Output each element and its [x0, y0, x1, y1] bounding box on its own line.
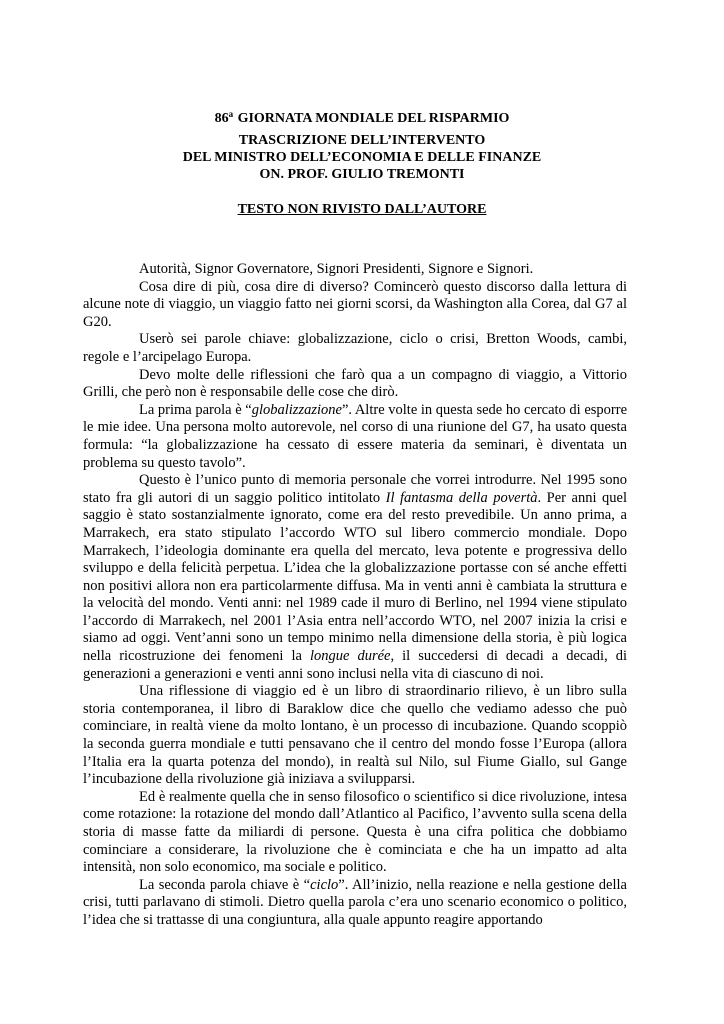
paragraph — [83, 367, 627, 402]
term-longue-duree: longue durée — [309, 648, 391, 665]
speech-body — [83, 261, 627, 930]
paragraph — [83, 877, 627, 930]
paragraph-text: Devo molte delle riflessioni che farò qua a un compagno di viaggio, a Vittorio Grilli, che però non è responsabile delle cose che dirò. — [83, 366, 627, 401]
paragraph-text: La prima parola è “ — [139, 401, 252, 418]
paragraph-text: ”. Altre volte in questa sede ho cercato di esporre le mie idee. Una persona molto autorevole, nel corso di una riunione del G7, ha usato questa formula: “la globalizzazione ha cessato di essere materia da seminari, è diventata un problema su questo tavolo”. — [83, 401, 628, 471]
heading-line-minister: DEL MINISTRO DELL’ECONOMIA E DELLE FINANZE — [182, 150, 542, 165]
paragraph-text: Userò sei parole chiave: globalizzazione, ciclo o crisi, Bretton Woods, cambi, regole e l’arcipelago Europa. — [83, 331, 627, 365]
unrevised-note: TESTO NON RIVISTO DALL’AUTORE — [237, 202, 487, 217]
transcription-heading — [0, 132, 724, 183]
heading-line-transcription: TRASCRIZIONE DELL’INTERVENTO — [238, 133, 486, 148]
paragraph-text: Una riflessione di viaggio ed è un libro di straordinario rilievo, è un libro sulla storia contemporanea, il libro di Baraklow dice che quello che vediamo adesso che può cominciare, in realtà viene da molto lontano, è un processo di incubazione. Quando scoppiò la seconda guerra mondiale e tutti pensavano che il centro del mondo fosse l’Europa (allora l’Italia era la quarta potenza del mondo), in realtà sul Nilo, sul Fiume Giallo, sul Gange l’incubazione della rivoluzione già iniziava a svilupparsi. — [83, 683, 627, 788]
paragraph-text: Autorità, Signor Governatore, Signori Presidenti, Signore e Signori. — [139, 261, 534, 277]
paragraph-text: Questo è l’unico punto di memoria personale che vorrei introdurre. Nel 1995 sono stato fra gli autori di un saggio politico intitolato — [83, 472, 627, 506]
paragraph-text: , il succedersi di decadi a decadi, di generazioni a generazioni e venti anni sono inclusi nella vita di ciascuno di noi. — [83, 648, 628, 682]
paragraph-text: Cosa dire di più, cosa dire di diverso? Comincerò questo discorso dalla lettura di alcune note di viaggio, un viaggio fatto nei giorni scorsi, da Washington alla Corea, dal G7 al G20. — [83, 278, 627, 330]
event-title-text: GIORNATA MONDIALE DEL RISPARMIO — [234, 111, 510, 126]
paragraph-text: ”. All’inizio, nella reazione e nella gestione della crisi, tutti parlavano di stimoli. Dietro quella parola c’era uno scenario economico o politico, l’idea che si trattasse di una congiuntura, alla quale appunto reagire apportando — [83, 876, 627, 928]
paragraph-text: . Per anni quel saggio è stato sostanzialmente ignorato, come era del resto prevedibile. Un anno prima, a Marrakech, era stato stipulato l’accordo WTO sul libero commercio mondiale. Dopo Marrakech, l’ideologia dominante era quella del mercato, leva potente e progressiva dello sviluppo e della felicità perpetua. L’idea che la globalizzazione portasse con sé anche effetti non positivi allora non era particolarmente diffusa. Ma in venti anni è cambiata la struttura e la velocità del mondo. Venti anni: nel 1989 cade il muro di Berlino, nel 1994 viene stipulato l’accordo di Marrakech, nel 2001 l’Asia entra nell’accordo WTO, nel 2007 inizia la crisi e siamo ad oggi. Vent’anni sono un tempo minimo nella dimensione della storia, è più logica nella ricostruzione dei fenomeni la — [83, 489, 627, 665]
paragraph-text: Ed è realmente quella che in senso filosofico o scientifico si dice rivoluzione, intesa come rotazione: la rotazione del mondo dall’Atlantico al Pacifico, l’avvento sulla scena della storia di masse fatte da miliardi di persone. Questa è una cifra politica che dobbiamo cominciare a considerare, la rivoluzione che è cominciata e che ha un impatto ad alta intensità, non solo economico, ma sociale e politico. — [83, 788, 627, 876]
keyword-cycle: ciclo — [310, 876, 339, 893]
event-number: 86 — [214, 111, 229, 126]
paragraph — [83, 472, 627, 683]
paragraph — [83, 261, 627, 279]
paragraph — [83, 402, 627, 472]
paragraph — [83, 331, 627, 366]
heading-line-speaker: ON. PROF. GIULIO TREMONTI — [259, 167, 465, 182]
paragraph — [83, 789, 627, 877]
paragraph — [83, 279, 627, 332]
ordinal-suffix: a — [228, 109, 234, 119]
paragraph — [83, 683, 627, 789]
book-title: Il fantasma della povertà — [385, 489, 538, 506]
paragraph-text: La seconda parola chiave è “ — [139, 876, 311, 893]
keyword-globalization: globalizzazione — [251, 401, 342, 418]
event-title — [0, 106, 724, 127]
